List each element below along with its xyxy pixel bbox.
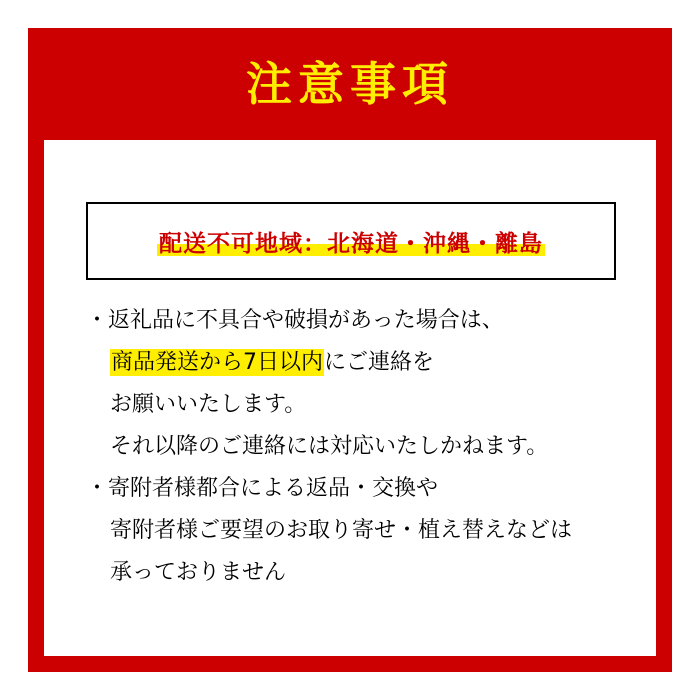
page-title: 注意事項 xyxy=(246,57,454,111)
note-line xyxy=(86,300,634,342)
note-line-text: 返礼品に不具合や破損があった場合は、 xyxy=(108,308,504,333)
note-line xyxy=(86,342,634,384)
note-line: それ以降のご連絡には対応いたしかねます。 xyxy=(110,434,549,459)
note-line-text: 寄附者様都合による返品・交換や xyxy=(108,476,439,501)
bullet-marker: ・ xyxy=(86,308,109,333)
notes-list xyxy=(86,300,634,594)
delivery-area-notice-box xyxy=(86,202,616,280)
delivery-area-notice-text: 配送不可地域：北海道・沖縄・離島 xyxy=(157,225,545,258)
note-item xyxy=(86,300,634,468)
content-panel xyxy=(44,140,656,656)
note-line: 寄附者様ご要望のお取り寄せ・植え替えなどは xyxy=(110,518,573,543)
note-line: お願いいたします。 xyxy=(110,392,307,417)
note-line xyxy=(86,468,634,510)
note-line-text: にご連絡を xyxy=(324,350,435,375)
note-item xyxy=(86,468,634,594)
bullet-marker: ・ xyxy=(86,476,109,501)
note-line: 承っておりません xyxy=(110,560,287,585)
red-banner-frame xyxy=(28,28,672,672)
note-highlight-text: 商品発送から7日以内 xyxy=(111,350,323,375)
